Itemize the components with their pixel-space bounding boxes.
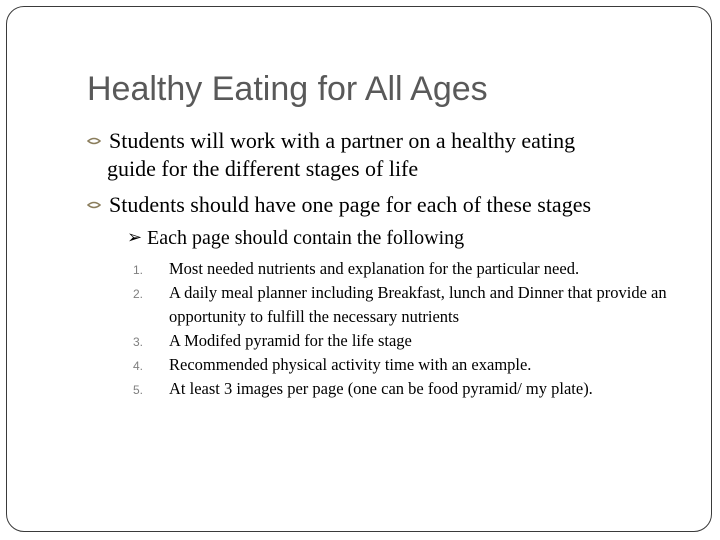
list-number: 4. [133, 359, 144, 373]
bullet-list [87, 127, 697, 401]
sub-bullet-item [87, 225, 697, 251]
arrow-bullet-icon: ➢ [127, 227, 143, 248]
list-number: 2. [133, 287, 144, 301]
list-item [87, 257, 689, 281]
bullet-text-continuation: guide for the different stages of life [107, 156, 419, 181]
list-item [87, 377, 689, 401]
list-item-text: Recommended physical activity time with an example. [169, 355, 532, 374]
numbered-list [87, 257, 697, 401]
list-item [87, 281, 689, 329]
list-number: 1. [133, 263, 144, 277]
bullet-text: Students should have one page for each of these stages [109, 192, 592, 217]
bullet-icon [87, 127, 109, 146]
bullet-item [87, 127, 697, 183]
list-number: 5. [133, 383, 144, 397]
slide-frame [6, 6, 712, 532]
list-item-text: A daily meal planner including Breakfast, lunch and Dinner that provide an opportunity to fulfill the necessary nutrients [169, 283, 667, 326]
bullet-item [87, 191, 697, 219]
bullet-icon [87, 191, 109, 210]
list-number: 3. [133, 335, 144, 349]
list-item-text: Most needed nutrients and explanation for the particular need. [169, 259, 580, 278]
sub-bullet-text: Each page should contain the following [147, 227, 465, 249]
slide-title: Healthy Eating for All Ages [87, 70, 488, 108]
bullet-text: Students will work with a partner on a healthy eating [109, 128, 576, 153]
list-item-text: A Modifed pyramid for the life stage [169, 331, 412, 350]
list-item [87, 353, 689, 377]
list-item [87, 329, 689, 353]
list-item-text: At least 3 images per page (one can be food pyramid/ my plate). [169, 379, 593, 398]
